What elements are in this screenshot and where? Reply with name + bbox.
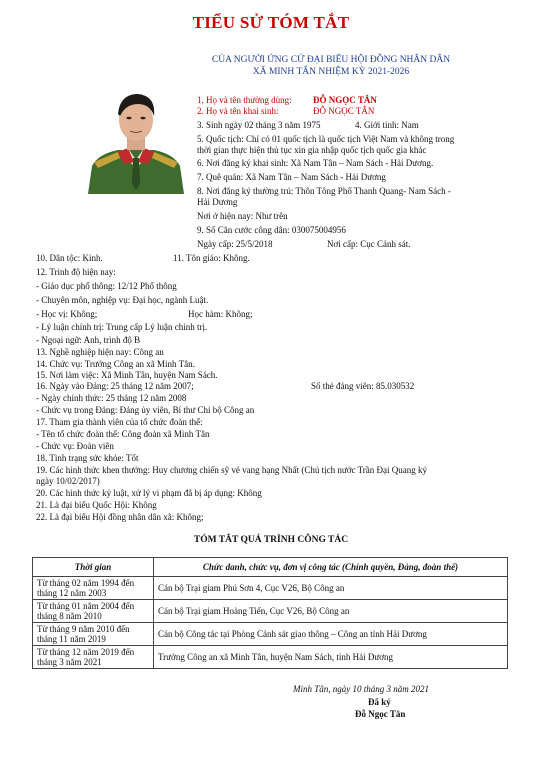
party-card-number: Số thẻ đảng viên: 85.030532 [311, 381, 415, 391]
national-assembly-delegate: 21. Là đại biểu Quốc Hội: Không [36, 500, 157, 510]
id-issue-date: Ngày cấp: 25/5/2018 [197, 239, 273, 249]
row-time: Từ tháng 12 năm 2019 đến tháng 3 năm 2021 [33, 646, 154, 669]
birth-registration: 6. Nơi đăng ký khai sinh: Xã Nam Tân – Nam Sách - Hải Dương. [197, 158, 434, 168]
subtitle-line-1: CỦA NGƯỜI ỨNG CỬ ĐẠI BIỂU HỘI ĐỒNG NHÂN DÂN [211, 55, 451, 65]
header-role: Chức danh, chức vụ, đơn vị công tác (Chính quyền, Đảng, đoàn thể) [154, 558, 508, 577]
portrait-illustration [84, 84, 188, 194]
organization-heading: 17. Tham gia thành viên của tổ chức đoàn thể: [36, 417, 203, 427]
political-theory: - Lý luận chính trị: Trung cấp Lý luận chính trị. [36, 322, 208, 332]
religion: 11. Tôn giáo: Không. [173, 253, 250, 263]
organization-name: - Tên tổ chức đoàn thể: Công đoàn xã Minh Tân [36, 429, 210, 439]
health-status: 18. Tình trạng sức khỏe: Tốt [36, 453, 139, 463]
common-name-value: ĐỖ NGỌC TÂN [313, 95, 377, 105]
current-residence: Nơi ở hiện nay: Như trên [197, 211, 288, 221]
signature-name: Đỗ Ngọc Tân [355, 709, 406, 719]
academic-degree: - Học vị: Không; [36, 309, 98, 319]
organization-role: - Chức vụ: Đoàn viên [36, 441, 114, 451]
party-position: - Chức vụ trong Đảng: Đảng ủy viên, Bí thư Chi bộ Công an [36, 405, 255, 415]
academic-title: Học hàm: Không; [188, 309, 253, 319]
portrait-photo [84, 84, 188, 194]
birth-date: 3. Sinh ngày 02 tháng 3 năm 1975 [197, 120, 321, 130]
signature-signed: Đã ký [368, 697, 391, 707]
row-time: Từ tháng 01 năm 2004 đến tháng 8 năm 2010 [33, 600, 154, 623]
gender: 4. Giới tính: Nam [355, 120, 419, 130]
table-row [33, 623, 508, 646]
council-delegate: 22. Là đại biểu Hội đồng nhân dân xã: Không; [36, 512, 204, 522]
position: 14. Chức vụ: Trưởng Công an xã Minh Tân. [36, 359, 195, 369]
id-issue-place: Nơi cấp: Cục Cảnh sát. [327, 239, 411, 249]
birth-name-label: 2. Họ và tên khai sinh: [197, 106, 279, 116]
hometown: 7. Quê quán: Xã Nam Tân – Nam Sách - Hải Dương [197, 172, 386, 182]
signature-place-date: Minh Tân, ngày 10 tháng 3 năm 2021 [293, 684, 429, 694]
header-time: Thời gian [33, 558, 154, 577]
professional-qualification: - Chuyên môn, nghiệp vụ: Đại học, ngành Luật. [36, 295, 209, 305]
work-history-table [32, 557, 508, 669]
permanent-residence-line-2: Hải Dương [197, 197, 238, 207]
discipline: 20. Các hình thức kỷ luật, xử lý vi phạm đã bị áp dụng: Không [36, 488, 262, 498]
birth-name-value: ĐỖ NGỌC TÂN [313, 106, 375, 116]
party-official-date: - Ngày chính thức: 25 tháng 12 năm 2008 [36, 393, 187, 403]
occupation: 13. Nghề nghiệp hiện nay: Công an [36, 347, 164, 357]
document-title: TIỂU SỬ TÓM TẮT [192, 13, 350, 32]
education-heading: 12. Trình độ hiện nay: [36, 267, 116, 277]
row-role: Cán bộ Trại giam Hoàng Tiến, Cục V26, Bộ Công an [154, 600, 508, 623]
table-row [33, 646, 508, 669]
permanent-residence-line-1: 8. Nơi đăng ký thường trú: Thôn Tông Phố Thanh Quang- Nam Sách - [197, 186, 451, 196]
common-name-label: 1. Họ và tên thường dùng: [197, 95, 292, 105]
nationality-line-1: 5. Quốc tịch: Chỉ có 01 quốc tịch là quốc tịch Việt Nam và không trong [197, 134, 455, 144]
table-row [33, 600, 508, 623]
ethnicity: 10. Dân tộc: Kinh. [36, 253, 103, 263]
work-history-title: TÓM TẮT QUÁ TRÌNH CÔNG TÁC [193, 535, 349, 545]
subtitle-line-2: XÃ MINH TÂN NHIỆM KỲ 2021-2026 [252, 67, 410, 77]
row-time: Từ tháng 9 năm 2010 đến tháng 11 năm 2019 [33, 623, 154, 646]
row-role: Trưởng Công an xã Minh Tân, huyện Nam Sách, tỉnh Hải Dương [154, 646, 508, 669]
row-time: Từ tháng 02 năm 1994 đến tháng 12 năm 2003 [33, 577, 154, 600]
nationality-line-2: thời gian thực hiện thủ tục xin gia nhập quốc tịch quốc gia khác [197, 145, 427, 155]
general-education: - Giáo dục phổ thông: 12/12 Phổ thông [36, 281, 177, 291]
foreign-language: - Ngoại ngữ: Anh, trình độ B [36, 335, 141, 345]
awards-line-2: ngày 10/02/2017) [36, 476, 100, 486]
table-header-row [33, 558, 508, 577]
row-role: Cán bộ Trại giam Phú Sơn 4, Cục V26, Bộ Công an [154, 577, 508, 600]
workplace: 15. Nơi làm việc: Xã Minh Tân, huyện Nam Sách. [36, 370, 218, 380]
row-role: Cán bộ Công tác tại Phòng Cảnh sát giao thông – Công an tỉnh Hải Dương [154, 623, 508, 646]
party-join-date: 16. Ngày vào Đảng: 25 tháng 12 năm 2007; [36, 381, 194, 391]
table-row [33, 577, 508, 600]
awards-line-1: 19. Các hình thức khen thưởng: Huy chương chiến sỹ vẻ vang hạng Nhất (Chủ tịch nước Trần Đại Quang ký [36, 465, 427, 475]
citizen-id: 9. Số Căn cước công dân: 030075004956 [197, 225, 346, 235]
